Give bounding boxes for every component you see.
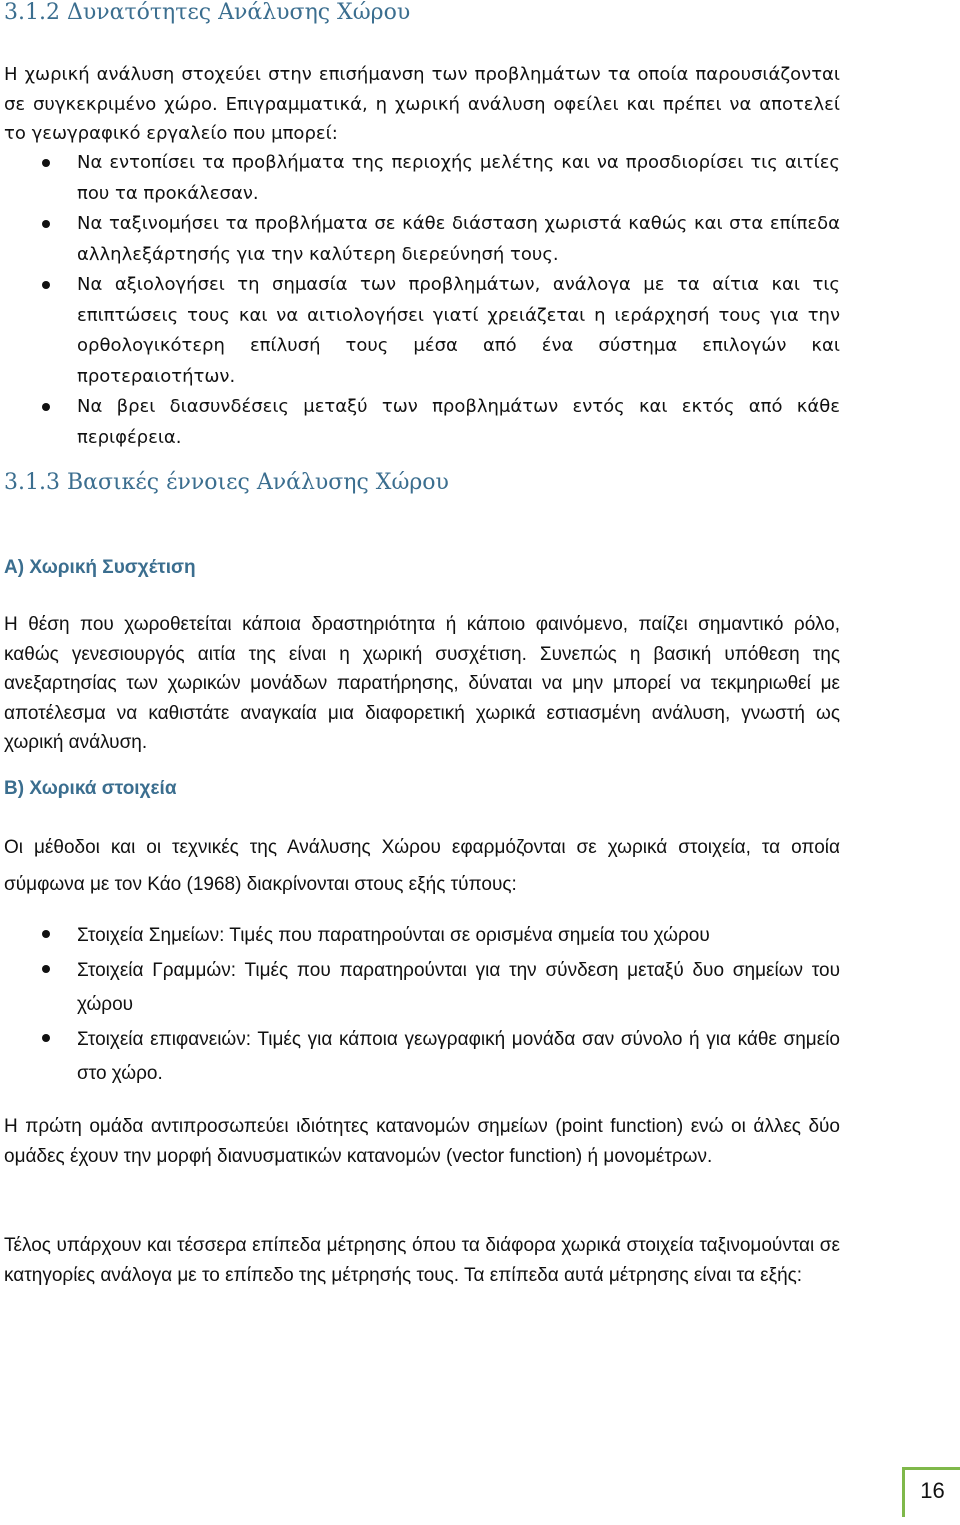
list-item: Να εντοπίσει τα προβλήματα της περιοχής μελέτης και να προσδιορίσει τις αιτίες που τα προκάλεσαν.: [0, 148, 840, 209]
bullet-icon: [42, 159, 50, 167]
list-item: Στοιχεία επιφανειών: Τιμές για κάποια γεωγραφική μονάδα σαν σύνολο ή για κάθε σημείο στο χώρο.: [0, 1023, 840, 1091]
bullet-icon: [42, 930, 50, 938]
page-number: 16: [920, 1478, 945, 1503]
subsection-b-title: Β) Χωρικά στοιχεία: [4, 778, 177, 799]
section-312-title: 3.1.2 Δυνατότητες Ανάλυσης Χώρου: [4, 0, 411, 25]
bullet-icon: [42, 403, 50, 411]
subsection-b-text: Οι μέθοδοι και οι τεχνικές της Ανάλυσης Χώρου εφαρμόζονται σε χωρικά στοιχεία, τα οποία σύμφωνα με τον Κάο (1968) διακρίνονται στους εξής τύπους:: [4, 837, 840, 895]
measurement-levels-paragraph: Τέλος υπάρχουν και τέσσερα επίπεδα μέτρησης όπου τα διάφορα χωρικά στοιχεία ταξινομούνται σε κατηγορίες ανάλογα με το επίπεδο της μέτρησής τους. Τα επίπεδα αυτά μέτρησης είναι τα εξής:: [4, 1235, 840, 1286]
bullet-icon: [42, 281, 50, 289]
section-313-title: 3.1.3 Βασικές έννοιες Ανάλυσης Χώρου: [4, 470, 449, 495]
section-312-intro: Η χωρική ανάλυση στοχεύει στην επισήμανση των προβλημάτων τα οποία παρουσιάζονται σε συγκεκριμένο χώρο. Επιγραμματικά, η χωρική ανάλυση οφείλει και πρέπει να αποτελεί το γεωγραφικό εργαλείο που μπορεί:: [4, 64, 840, 144]
bullet-icon: [42, 1034, 50, 1042]
capabilities-list: [0, 148, 840, 453]
subsection-a-text: Η θέση που χωροθετείται κάποια δραστηριότητα ή κάποιο φαινόμενο, παίζει σημαντικό ρόλο, καθώς γενεσιουργός αιτία της είναι η χωρική συσχέτιση. Συνεπώς η βασική υπόθεση της ανεξαρτησίας των χωρικών μονάδων παρατήρησης, δύναται να μην μπορεί να τεκμηριωθεί με αποτέλεσμα να καθιστάτε αναγκαία μια διαφορετική χωρικά εστιασμένη ανάλυση, γνωστή ως χωρική ανάλυση.: [4, 614, 840, 753]
list-item: Να ταξινομήσει τα προβλήματα σε κάθε διάσταση χωριστά καθώς και στα επίπεδα αλληλεξάρτησής για την καλύτερη διερεύνησή τους.: [0, 209, 840, 270]
bullet-icon: [42, 220, 50, 228]
bullet-icon: [42, 965, 50, 973]
spatial-data-types-list: [0, 919, 840, 1092]
list-item: Να βρει διασυνδέσεις μεταξύ των προβλημάτων εντός και εκτός από κάθε περιφέρεια.: [0, 392, 840, 453]
list-item: Στοιχεία Σημείων: Τιμές που παρατηρούνται σε ορισμένα σημεία του χώρου: [0, 919, 840, 953]
list-item: Να αξιολογήσει τη σημασία των προβλημάτων, ανάλογα με τα αίτια και τις επιπτώσεις τους και να αιτιολογήσει γιατί χρειάζεται η ιεράρχησή τους για την ορθολογικότερη επίλυσή τους μέσα από ένα σύστημα επιλογών και προτεραιοτήτων.: [0, 270, 840, 392]
page-number-frame: [902, 1467, 960, 1517]
point-vector-paragraph: Η πρώτη ομάδα αντιπροσωπεύει ιδιότητες κατανομών σημείων (point function) ενώ οι άλλες δύο ομάδες έχουν την μορφή διανυσματικών κατανομών (vector function) ή μονομέτρων.: [4, 1116, 840, 1167]
subsection-a-title: Α) Χωρική Συσχέτιση: [4, 557, 196, 578]
list-item: Στοιχεία Γραμμών: Τιμές που παρατηρούνται για την σύνδεση μεταξύ δυο σημείων του χώρου: [0, 954, 840, 1022]
